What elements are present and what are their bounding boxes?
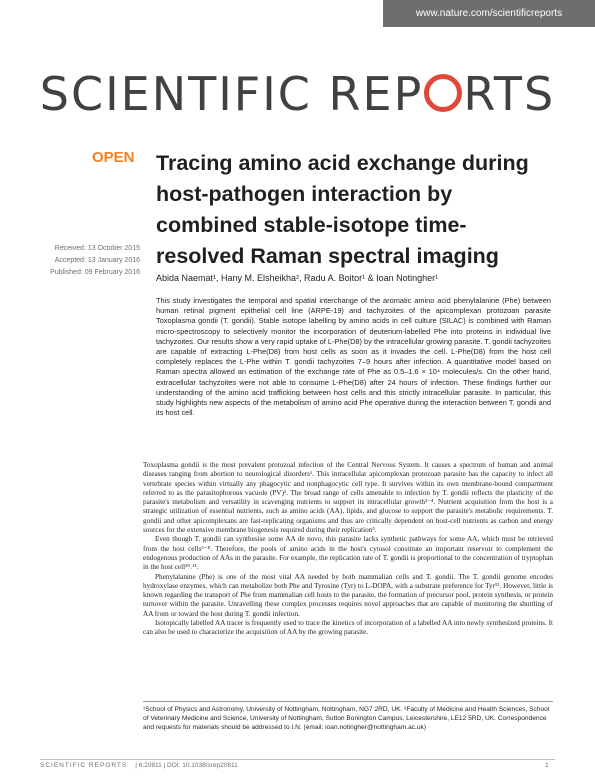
body-text <box>143 461 553 638</box>
footer <box>40 762 238 769</box>
footer-divider <box>40 759 555 760</box>
footer-journal-name: SCIENTIFIC REPORTS <box>40 762 128 769</box>
journal-logo-left: SCIENTIFIC REP <box>39 67 424 121</box>
published-date: Published: 09 February 2016 <box>50 269 140 276</box>
affiliations: ¹School of Physics and Astronomy, University of Nottingham, Nottingham, NG7 2RD, UK. ²Faculty of Medicine and Health Sciences, School of Veterinary Medicine and Science, University of Nottingham, Sutton Bonington Campus, Leicestershire, LE12 5RD, UK. Correspondence and requests for materials should be addressed to I.N. (email: ioan.notingher@nottingham.ac.uk) <box>143 706 550 731</box>
logo-ring-icon <box>424 74 462 112</box>
journal-logo <box>0 66 595 122</box>
body-paragraph: Even though T. gondii can synthesise some AA de novo, this parasite lacks synthetic pathways for some AA, which must be retrieved from the host cells⁶⁻⁸. Therefore, the pools of amino acids in the host's cytosol constitute an important reservoir to complement the endogenous production of AAs in the parasite. For example, the replication rate of T. gondii is proportional to the concentration of tryptophan in the host cell¹⁰˒¹¹. <box>143 535 553 572</box>
body-paragraph: Isotopically labelled AA tracer is frequently used to trace the kinetics of incorporation of a labelled AA into newly synthesized proteins. It can also be used to characterize the acquisition of AA by the growing parasite. <box>143 619 553 637</box>
footer-citation: | 6:20811 | DOI: 10.1038/srep20811 <box>135 762 238 769</box>
article-title: Tracing amino acid exchange during host-pathogen interaction by combined stable-isotope time-resolved Raman spectral imaging <box>156 151 529 268</box>
page-number: 1 <box>545 762 549 769</box>
journal-logo-right: RTS <box>463 67 556 121</box>
received-date: Received: 13 October 2015 <box>54 245 140 252</box>
open-access-badge: OPEN <box>92 149 135 166</box>
affiliation-divider <box>143 701 553 702</box>
body-paragraph: Phenylalanine (Phe) is one of the most vital AA needed by both mammalian cells and T. gondii. The T. gondii genome encodes hydroxylase enzymes, which can metabolize both Phe and Tyrosine (Tyr) to L-DOPA, with a substrate preference for Tyr¹². However, little is known regarding the transport of Phe from mammalian cell hosts to the parasite, the formation of precursor pool, protein synthesis, or protein turnover within the parasite. Unravelling these complex processes requires novel approaches that are capable of monitoring the shuttling of AA from or toward the host during T. gondii infection. <box>143 572 553 618</box>
author-list: Abida Naemat¹, Hany M. Elsheikha², Radu A. Boitor¹ & Ioan Notingher¹ <box>156 273 439 283</box>
journal-url-bar[interactable]: www.nature.com/scientificreports <box>383 0 595 27</box>
accepted-date: Accepted: 13 January 2016 <box>54 257 140 264</box>
article-dates <box>40 243 140 279</box>
abstract: This study investigates the temporal and spatial interchange of the aromatic amino acid phenylalanine (Phe) between human retinal pigment epithelial cell line (ARPE-19) and tachyzoites of the apicomplexan protozoan parasite Toxoplasma gondii (T. gondii). Stable isotope labelling by amino acids in cell culture (SILAC) is combined with Raman micro-spectroscopy to selectively monitor the incorporation of deuterium-labelled Phe into proteins in individual live tachyzoites. Our results show a very rapid uptake of L-Phe(D8) by the intracellular growing parasite. T. gondii tachyzoites are capable of extracting L-Phe(D8) from host cells as soon as it invades the cell. L-Phe(D8) from the host cell completely replaces the L-Phe within T. gondii tachyzoites 7–9 hours after infection. A quantitative model based on Raman spectra allowed an estimation of the exchange rate of Phe as 0.5–1.6 × 10⁴ molecules/s. On the other hand, extracellular tachyzoites were not able to consume L-Phe(D8) after 24 hours of infection. These findings further our understanding of the amino acid trafficking between host cells and this strictly intracellular parasite. In particular, this study highlights new aspects of the metabolism of amino acid Phe operative during the interaction between T. gondii and its host cell. <box>156 296 551 418</box>
body-paragraph: Toxoplasma gondii is the most prevalent protozoal infection of the Central Nervous System. It causes a spectrum of human and animal diseases ranging from abortion to neurological disorders¹. This intracellular apicomplexan protozoan parasite has the capacity to infect all vertebrate species within virtually any phagocytic and nonphagocytic cell type. It survives within its own membrane-bound compartment referred to as the parasitophorous vacuole (PV)². The broad range of cells amenable to infection by T. gondii reflects the plasticity of the parasite's metabolism and versatility in scavenging nutrients to support its intracellular growth³⁻⁴. Nutrient acquisition from the host is a strategic utilization of essential nutrients, such as amino acids (AA), lipids, and glucose to support the parasite's metabolic requirements. T. gondii and other apicomplexans are fast-replicating organisms and thus are critically dependent on host-cell nutrients as carbon and energy sources for the extensive membrane biogenesis required during their replication⁵. <box>143 461 553 535</box>
